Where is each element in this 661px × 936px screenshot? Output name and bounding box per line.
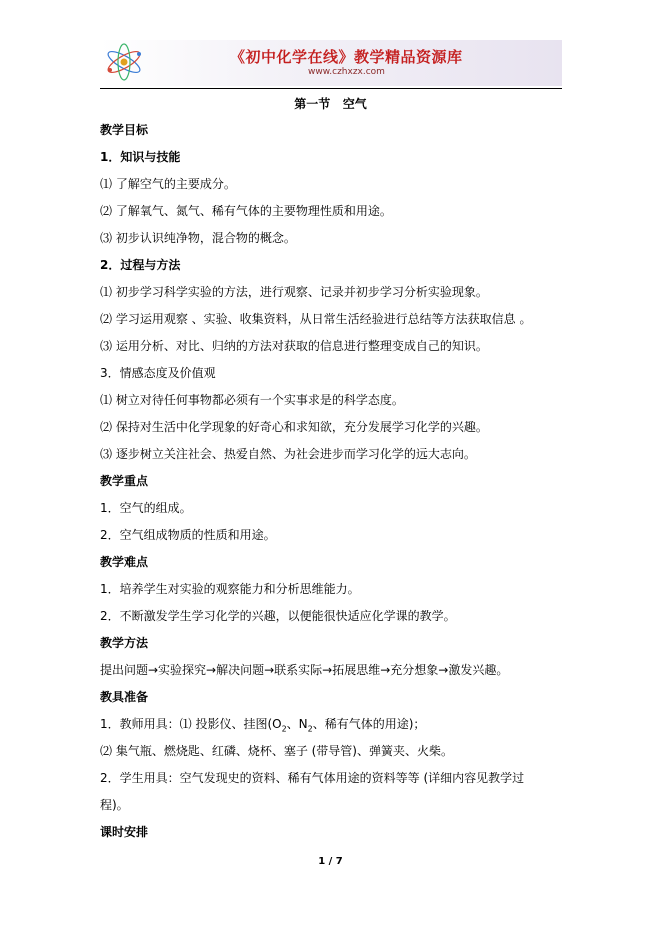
header-banner [100, 40, 562, 86]
subscript: 2 [307, 724, 313, 734]
methods-heading: 教学方法 [100, 636, 149, 650]
methods-text: 提出问题→实验探究→解决问题→联系实际→拓展思维→充分想象→激发兴趣。 [100, 663, 509, 677]
teacher-tools-text-c: 、稀有气体的用途)； [312, 717, 426, 731]
list-item: ⑵ 了解氧气、氮气、稀有气体的主要物理性质和用途。 [100, 204, 392, 218]
list-item: ⑶ 逐步树立关注社会、热爱自然、为社会进步而学习化学的远大志向。 [100, 447, 476, 461]
student-tools-line-cont: 程)。 [100, 798, 129, 812]
list-item: ⑵ 学习运用观察 、实验、收集资料，从日常生活经验进行总结等方法获取信息 。 [100, 312, 532, 326]
process-method-heading: 2．过程与方法 [100, 258, 181, 272]
knowledge-skills-heading: 1．知识与技能 [100, 150, 181, 164]
banner-url: www.czhxzx.com [308, 67, 385, 77]
list-item: 1．培养学生对实验的观察能力和分析思维能力。 [100, 582, 360, 596]
list-item: ⑶ 运用分析、对比、归纳的方法对获取的信息进行整理变成自己的知识。 [100, 339, 488, 353]
teacher-tools-line-2: ⑵ 集气瓶、燃烧匙、红磷、烧杯、塞子 (带导管)、弹簧夹、火柴。 [100, 744, 453, 758]
list-item: ⑴ 初步学习科学实验的方法，进行观察、记录并初步学习分析实验现象。 [100, 285, 488, 299]
schedule-heading: 课时安排 [100, 825, 149, 839]
goals-heading: 教学目标 [100, 123, 149, 137]
difficulties-heading: 教学难点 [100, 555, 149, 569]
student-tools-line: 2．学生用具：空气发现史的资料、稀有气体用途的资料等等 (详细内容见教学过 [100, 771, 525, 785]
teacher-tools-line [100, 717, 425, 736]
teacher-tools-text-a: 1．教师用具：⑴ 投影仪、挂图(O [100, 717, 282, 731]
subscript: 2 [281, 724, 287, 734]
list-item: 2．空气组成物质的性质和用途。 [100, 528, 276, 542]
page-number: 1 / 7 [318, 856, 343, 867]
list-item: ⑵ 保持对生活中化学现象的好奇心和求知欲，充分发展学习化学的兴趣。 [100, 420, 488, 434]
atom-icon [102, 40, 146, 84]
banner-title: 《初中化学在线》教学精品资源库 [230, 48, 463, 66]
header-divider [100, 88, 562, 89]
key-points-heading: 教学重点 [100, 474, 149, 488]
list-item: 2．不断激发学生学习化学的兴趣，以便能很快适应化学课的教学。 [100, 609, 456, 623]
list-item: ⑶ 初步认识纯净物，混合物的概念。 [100, 231, 296, 245]
document-title: 第一节 空气 [294, 97, 367, 111]
list-item: ⑴ 树立对待任何事物都必须有一个实事求是的科学态度。 [100, 393, 404, 407]
attitude-values-heading: 3．情感态度及价值观 [100, 366, 216, 380]
tools-heading: 教具准备 [100, 690, 149, 704]
list-item: 1．空气的组成。 [100, 501, 192, 515]
list-item: ⑴ 了解空气的主要成分。 [100, 177, 236, 191]
teacher-tools-text-b: 、N [286, 717, 308, 731]
